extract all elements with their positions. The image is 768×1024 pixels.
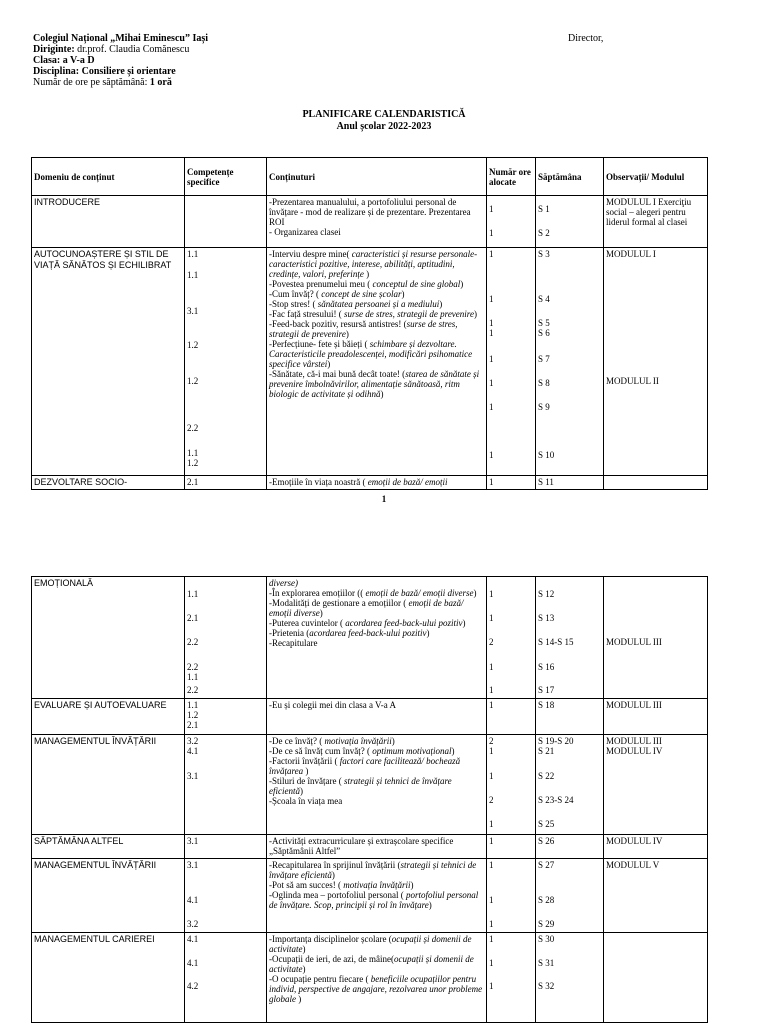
ore-line: Număr de ore pe săptămână: 1 oră xyxy=(33,77,172,88)
competence-cell xyxy=(185,859,267,933)
hours-value: 1 xyxy=(489,328,494,338)
week-value: S 8 xyxy=(538,378,550,388)
week-value: S 7 xyxy=(538,354,550,364)
content-item: -Prezentarea manualului, a portofoliului personal de învățare - mod de realizare și de prezentare. Prezentarea ROI xyxy=(269,197,471,227)
week-value: S 32 xyxy=(538,981,555,991)
week-value: S 21 xyxy=(538,746,555,756)
competence-cell xyxy=(185,248,267,476)
table-row xyxy=(32,859,708,933)
hours-value: 1 xyxy=(489,228,494,238)
module-label: MODULUL IV xyxy=(606,746,663,756)
competence-cell: 2.1 xyxy=(185,476,267,490)
domain-cell: DEZVOLTARE SOCIO- xyxy=(32,476,185,490)
week-value: S 13 xyxy=(538,613,555,623)
content-item: -Fac față stresului! ( surse de stres, strategii de prevenire) xyxy=(269,309,477,319)
module-label: MODULUL I xyxy=(606,249,656,259)
competence-value: 1.2 xyxy=(187,340,199,350)
clasa-line: Clasa: a V-a D xyxy=(33,55,95,66)
content-item: diverse) xyxy=(269,578,298,588)
week-value: S 28 xyxy=(538,895,555,905)
observation-cell xyxy=(604,476,708,490)
observation-cell xyxy=(604,248,708,476)
week-value: S 12 xyxy=(538,589,555,599)
hours-cell xyxy=(487,196,536,248)
header-ore: Număr ore alocate xyxy=(487,158,536,196)
page-1 xyxy=(0,0,768,504)
observation-cell xyxy=(604,933,708,1023)
content-item: -Perfecțiune- fete și băieți ( schimbare și dezvoltare. Caracteristicile preadolescenței, modificări psihomatice specifice vârstei) xyxy=(269,339,473,369)
content-cell: -Emoțiile în viața noastră ( emoții de bază/ emoții xyxy=(267,476,487,490)
content-item: -Recapitularea în sprijinul învățării (strategii și tehnici de învățare eficientă) xyxy=(269,860,477,880)
hours-value: 1 xyxy=(489,895,494,905)
hours-cell xyxy=(487,577,536,699)
competence-value: 4.1 xyxy=(187,934,199,944)
observation-cell xyxy=(604,859,708,933)
competence-value: 3.2 xyxy=(187,736,199,746)
competence-cell xyxy=(185,196,267,248)
competence-value: 3.1 xyxy=(187,860,199,870)
competence-value: 4.1 xyxy=(187,895,199,905)
hours-cell: 1 xyxy=(487,835,536,859)
competence-value: 2.1 xyxy=(187,613,199,623)
content-item: -Modalități de gestionare a emoțiilor ( emoții de bază/ emoții diverse) xyxy=(269,598,464,618)
hours-value: 1 xyxy=(489,934,494,944)
content-cell xyxy=(267,577,487,699)
week-value: S 29 xyxy=(538,919,555,929)
week-value: S 16 xyxy=(538,662,555,672)
competence-value: 4.1 xyxy=(187,746,199,756)
content-item: -De ce să învăț cum învăț? ( optimum motivațional) xyxy=(269,746,455,756)
content-item: - Organizarea clasei xyxy=(269,227,341,237)
week-cell xyxy=(536,933,604,1023)
competence-value: 1.1 xyxy=(187,672,199,682)
domain-cell: SĂPTĂMÂNA ALTFEL xyxy=(32,835,185,859)
content-item: -Oglinda mea – portofoliul personal ( portofoliul personal de învățare. Scop, principii și rol în învățare) xyxy=(269,890,479,910)
week-value: S 5 xyxy=(538,318,550,328)
content-item: -Stiluri de învățare ( strategii și tehnici de învățare eficientă) xyxy=(269,776,452,796)
table-row xyxy=(32,196,708,248)
week-cell xyxy=(536,859,604,933)
school-name: Colegiul Național „Mihai Eminescu” Iași xyxy=(33,33,209,44)
content-item: -Prietenia (acordarea feed-back-ului pozitiv) xyxy=(269,628,430,638)
table-row xyxy=(32,248,708,476)
week-value: S 25 xyxy=(538,819,555,829)
content-item: -Școala în viața mea xyxy=(269,796,343,806)
competence-value: 2.2 xyxy=(187,423,199,433)
observation-cell: MODULUL IV xyxy=(604,835,708,859)
module-label: MODULUL V xyxy=(606,860,660,870)
domain-cell: MANAGEMENTUL ÎNVĂȚĂRII xyxy=(32,735,185,835)
content-cell xyxy=(267,196,487,248)
week-value: S 30 xyxy=(538,934,555,944)
diriginte-line: Diriginte: dr.prof. Claudia Comănescu xyxy=(33,44,190,55)
week-value: S 19-S 20 xyxy=(538,736,574,746)
competence-value: 2.2 xyxy=(187,662,199,672)
hours-cell xyxy=(487,933,536,1023)
observation-cell: MODULUL III xyxy=(604,699,708,735)
header-competente: Competențe specifice xyxy=(185,158,267,196)
week-value: S 6 xyxy=(538,328,550,338)
competence-value: 4.1 xyxy=(187,958,199,968)
hours-value: 1 xyxy=(489,354,494,364)
week-cell xyxy=(536,248,604,476)
hours-value: 1 xyxy=(489,958,494,968)
domain-cell: MANAGEMENTUL ÎNVĂȚĂRII xyxy=(32,859,185,933)
competence-value: 3.1 xyxy=(187,771,199,781)
hours-value: 1 xyxy=(489,318,494,328)
hours-value: 2 xyxy=(489,637,494,647)
competence-value: 1.2 xyxy=(187,458,199,468)
plan-table-page-2 xyxy=(31,576,708,1023)
competence-value: 4.2 xyxy=(187,981,199,991)
competence-cell: 3.1 xyxy=(185,835,267,859)
week-cell: S 11 xyxy=(536,476,604,490)
content-item: -Pot să am succes! ( motivația învățării) xyxy=(269,880,414,890)
content-cell: -Eu și colegii mei din clasa a V-a A xyxy=(267,699,487,735)
content-item: -O ocupație pentru fiecare ( beneficiile ocupațiilor pentru individ, perspective de angajare, rezolvarea unor probleme globale ) xyxy=(269,974,483,1004)
plan-table-page-1 xyxy=(31,157,708,490)
hours-value: 1 xyxy=(489,919,494,929)
competence-value: 1.1 xyxy=(187,270,199,280)
hours-cell xyxy=(487,859,536,933)
observation-cell xyxy=(604,577,708,699)
page-2 xyxy=(0,560,768,1024)
week-value: S 9 xyxy=(538,402,550,412)
week-cell xyxy=(536,196,604,248)
table-row xyxy=(32,577,708,699)
hours-value: 1 xyxy=(489,402,494,412)
week-value: S 27 xyxy=(538,860,555,870)
content-item: -Importanța disciplinelor școlare (ocupații și domenii de activitate) xyxy=(269,934,472,954)
week-value: S 31 xyxy=(538,958,555,968)
hours-value: 1 xyxy=(489,746,494,756)
week-value: S 3 xyxy=(538,249,550,259)
hours-cell: 1 xyxy=(487,699,536,735)
week-value: S 14-S 15 xyxy=(538,637,574,647)
competence-value: 1.1 xyxy=(187,589,199,599)
table-row xyxy=(32,835,708,859)
table-header-row xyxy=(32,158,708,196)
week-cell: S 18 xyxy=(536,699,604,735)
domain-cell: EMOȚIONALĂ xyxy=(32,577,185,699)
competence-value: 3.2 xyxy=(187,919,199,929)
content-item: -În explorarea emoțiilor (( emoții de bază/ emoții diverse) xyxy=(269,588,477,598)
content-item: -Puterea cuvintelor ( acordarea feed-back-ului pozitiv) xyxy=(269,618,466,628)
week-value: S 23-S 24 xyxy=(538,795,574,805)
module-label: MODULUL III xyxy=(606,736,662,746)
week-value: S 1 xyxy=(538,204,550,214)
week-cell: S 26 xyxy=(536,835,604,859)
content-item: -Recapitulare xyxy=(269,638,318,648)
header-domeniu: Domeniu de conținut xyxy=(32,158,185,196)
week-cell xyxy=(536,577,604,699)
domain-cell: INTRODUCERE xyxy=(32,196,185,248)
document-title: PLANIFICARE CALENDARISTICĂ xyxy=(302,109,466,120)
hours-value: 1 xyxy=(489,685,494,695)
competence-value: 1.1 xyxy=(187,249,199,259)
content-cell: -Activități extracurriculare și extrașcolare specifice „Săptămânii Altfel” xyxy=(267,835,487,859)
competence-cell xyxy=(185,577,267,699)
hours-value: 2 xyxy=(489,795,494,805)
hours-value: 1 xyxy=(489,771,494,781)
week-value: S 4 xyxy=(538,294,550,304)
competence-cell xyxy=(185,933,267,1023)
disciplina-line: Disciplina: Consiliere și orientare xyxy=(33,66,176,77)
hours-cell: 1 xyxy=(487,476,536,490)
hours-value: 1 xyxy=(489,589,494,599)
hours-value: 1 xyxy=(489,450,494,460)
competence-value: 1.2 xyxy=(187,376,199,386)
content-item: -Povestea prenumelui meu ( conceptul de sine global) xyxy=(269,279,464,289)
table-row xyxy=(32,933,708,1023)
table-row xyxy=(32,476,708,490)
hours-value: 2 xyxy=(489,736,494,746)
content-item: -Interviu despre mine( caracteristici și resurse personale-caracteristici pozitive, interese, abilități, aptitudini, credințe, valori, preferințe ) xyxy=(269,249,478,279)
page-number: 1 xyxy=(381,494,387,504)
domain-cell: EVALUARE ȘI AUTOEVALUARE xyxy=(32,699,185,735)
content-item: -Factorii învățării ( factori care facilitează/ bochează învățarea ) xyxy=(269,756,461,776)
competence-cell xyxy=(185,699,267,735)
competence-value: 2.1 xyxy=(187,720,199,730)
week-value: S 17 xyxy=(538,685,555,695)
week-value: S 10 xyxy=(538,450,555,460)
domain-cell: MANAGEMENTUL CARIEREI xyxy=(32,933,185,1023)
content-item: -Ocupații de ieri, de azi, de mâine(ocupații și domenii de activitate) xyxy=(269,954,474,974)
week-cell xyxy=(536,735,604,835)
observation-cell xyxy=(604,735,708,835)
table-row xyxy=(32,735,708,835)
competence-value: 2.2 xyxy=(187,637,199,647)
content-item: -Stop stres! ( sănătatea persoanei și a mediului) xyxy=(269,299,443,309)
header-continuturi: Conținuturi xyxy=(267,158,487,196)
content-item: -De ce învăț? ( motivația învățării) xyxy=(269,736,395,746)
header-observatii: Observații/ Modulul xyxy=(604,158,708,196)
hours-value: 1 xyxy=(489,249,494,259)
content-cell xyxy=(267,735,487,835)
hours-value: 1 xyxy=(489,981,494,991)
competence-value: 1.2 xyxy=(187,710,199,720)
school-year: Anul școlar 2022-2023 xyxy=(336,121,432,132)
hours-value: 1 xyxy=(489,819,494,829)
hours-value: 1 xyxy=(489,860,494,870)
table-row xyxy=(32,699,708,735)
hours-value: 1 xyxy=(489,378,494,388)
competence-value: 1.1 xyxy=(187,448,199,458)
content-cell xyxy=(267,248,487,476)
content-item: -Sănătate, că-i mai bună decât toate! (starea de sănătate și prevenire îmbolnăvirilor, alimentație sănătoasă, ritm biologic de activitate și odihnă) xyxy=(269,369,480,399)
hours-cell xyxy=(487,248,536,476)
content-cell xyxy=(267,859,487,933)
domain-cell: AUTOCUNOAȘTERE ȘI STIL DE VIAȚĂ SĂNĂTOS ȘI ECHILIBRAT xyxy=(32,248,185,476)
content-item: -Cum învăț? ( concept de sine școlar) xyxy=(269,289,405,299)
director-label: Director, xyxy=(568,33,604,44)
header-saptamana: Săptămâna xyxy=(536,158,604,196)
competence-value: 3.1 xyxy=(187,306,199,316)
week-value: S 2 xyxy=(538,228,550,238)
content-cell xyxy=(267,933,487,1023)
hours-value: 1 xyxy=(489,662,494,672)
competence-value: 2.2 xyxy=(187,685,199,695)
hours-value: 1 xyxy=(489,204,494,214)
competence-value: 1.1 xyxy=(187,700,199,710)
module-label: MODULUL II xyxy=(606,376,659,386)
hours-cell xyxy=(487,735,536,835)
competence-cell xyxy=(185,735,267,835)
week-value: S 22 xyxy=(538,771,555,781)
hours-value: 1 xyxy=(489,613,494,623)
content-item: -Feed-back pozitiv, resursă antistres! (surse de stres, strategii de prevenire) xyxy=(269,319,458,339)
hours-value: 1 xyxy=(489,294,494,304)
observation-cell: MODULUL I Exerciţiu social – alegeri pentru liderul formal al clasei xyxy=(604,196,708,248)
module-label: MODULUL III xyxy=(606,637,662,647)
